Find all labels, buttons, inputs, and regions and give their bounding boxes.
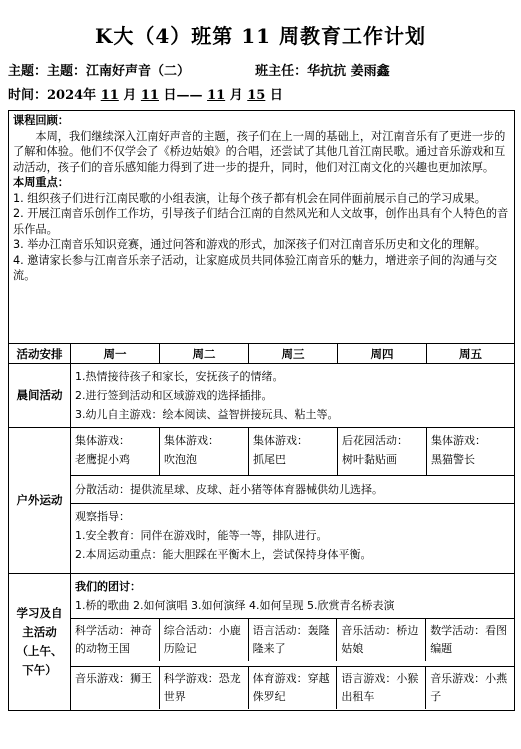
morning-item: 1.热情接待孩子和家长，安抚孩子的情绪。 [75,370,284,383]
header-wednesday: 周三 [249,344,338,364]
game-name: 黑猫警长 [431,453,475,466]
game-name: 抓尾巴 [253,453,286,466]
morning-content [71,364,515,428]
morning-item: 2.进行签到活动和区域游戏的选择插排。 [75,389,273,402]
outdoor-game-thursday [338,428,427,476]
study-activity: 综合活动：小鹿历险记 [160,619,249,661]
outdoor-label: 户外运动 [9,428,71,574]
header-friday: 周五 [427,344,515,364]
morning-item: 3.幼儿自主游戏：绘本阅读、益智拼接玩具、粘土等。 [75,408,339,421]
start-day: 11 [140,88,159,103]
study-game: 科学游戏：恐龙世界 [160,667,249,709]
study-label [9,574,71,711]
review-heading: 课程回顾： [13,114,69,127]
review-text: 本周，我们继续深入江南好声音的主题，孩子们在上一周的基础上，对江南音乐有了更进一步的了解和体验。他们不仅学会了《桥边姑娘》的合唱，还尝试了其他几首江南民歌。通过音乐游戏和互动活动，孩子们的音乐感知能力得到了进一步的提升，同时，他们对江南文化的兴趣也更加浓厚。 [13,129,506,174]
time-line [8,84,283,103]
study-label-line: 主活动 [22,625,57,639]
study-row-1 [71,619,515,667]
study-game: 体育游戏：穿越侏罗纪 [249,667,338,709]
day-dash: 日—— [163,88,203,103]
focus-heading: 本周重点： [13,176,69,189]
morning-row [9,364,515,428]
scattered-activity: 分散活动：提供流星球、皮球、赶小猪等体育器械供幼儿选择。 [71,476,515,504]
study-label-line: （上午、 [16,644,63,658]
time-prefix: 时间：2024年 [8,88,97,103]
observation-guide [71,504,515,574]
study-activity: 语言活动：轰隆隆来了 [249,619,338,661]
study-label-line: 下午） [22,663,57,677]
game-title: 集体游戏： [253,434,308,447]
group-discussion [71,574,515,619]
focus-item: 4. 邀请家长参与江南音乐亲子活动，让家庭成员共同体验江南音乐的魅力，增进亲子间的沟通与交流。 [13,253,498,282]
header-monday: 周一 [71,344,160,364]
focus-item: 2. 开展江南音乐创作工作坊，引导孩子们结合江南的自然风光和人文故事，创作出具有个人特色的音乐作品。 [13,207,509,236]
day-char-2: 日 [269,88,283,103]
songs-heading: 我们的团讨： [75,580,141,593]
plan-table [8,110,515,711]
month-char-1: 月 [123,88,137,103]
game-title: 集体游戏： [431,434,486,447]
guide-heading: 观察指导： [75,510,130,523]
outdoor-game-tuesday [160,428,249,476]
end-month: 11 [207,88,226,103]
month-char-2: 月 [229,88,243,103]
theme-label: 主题：主题：江南好声音（二） [8,64,191,79]
theme-line [8,60,390,79]
page-title: K大（4）班第 11 周教育工作计划 [94,24,427,48]
study-game: 音乐游戏：狮王 [71,667,160,709]
guide-item: 2.本周运动重点：能大胆踩在平衡木上，尝试保持身体平衡。 [75,548,372,561]
morning-label: 晨间活动 [9,364,71,428]
game-name: 吹泡泡 [164,453,197,466]
study-label-line: 学习及自 [16,606,63,620]
game-title: 集体游戏： [164,434,219,447]
songs-list: 1.桥的歌曲 2.如何演唱 3.如何演绎 4.如何呈现 5.欣赏青名桥表演 [75,599,395,612]
outdoor-game-monday [71,428,160,476]
end-day: 15 [247,88,266,103]
guide-item: 1.安全教育：同伴在游戏时，能等一等，排队进行。 [75,529,328,542]
study-game: 语言游戏：小猴出租车 [337,667,426,709]
focus-item: 1. 组织孩子们进行江南民歌的小组表演，让每个孩子都有机会在同伴面前展示自己的学习成果。 [13,191,486,205]
study-row-2 [71,667,515,711]
outdoor-game-friday [427,428,515,476]
focus-item: 3. 举办江南音乐知识竞赛，通过问答和游戏的形式，加深孩子们对江南音乐历史和文化的理解。 [13,238,486,251]
game-title: 后花园活动： [342,434,408,447]
header-thursday: 周四 [338,344,427,364]
game-name: 老鹰捉小鸡 [75,453,130,466]
study-game: 音乐游戏：小燕子 [430,672,508,703]
outdoor-game-wednesday [249,428,338,476]
course-review-section [9,111,515,344]
schedule-header-row [9,344,515,364]
game-name: 树叶黏贴画 [342,453,397,466]
start-month: 11 [100,88,119,103]
study-activity: 数学活动：看图编题 [430,624,508,655]
header-tuesday: 周二 [160,344,249,364]
study-activity: 音乐活动：桥边姑娘 [337,619,426,661]
game-title: 集体游戏： [75,434,130,447]
teacher-label: 班主任：华抗抗 姜雨鑫 [255,64,390,79]
header-activity: 活动安排 [9,344,71,364]
study-activity: 科学活动：神奇的动物王国 [71,619,160,661]
